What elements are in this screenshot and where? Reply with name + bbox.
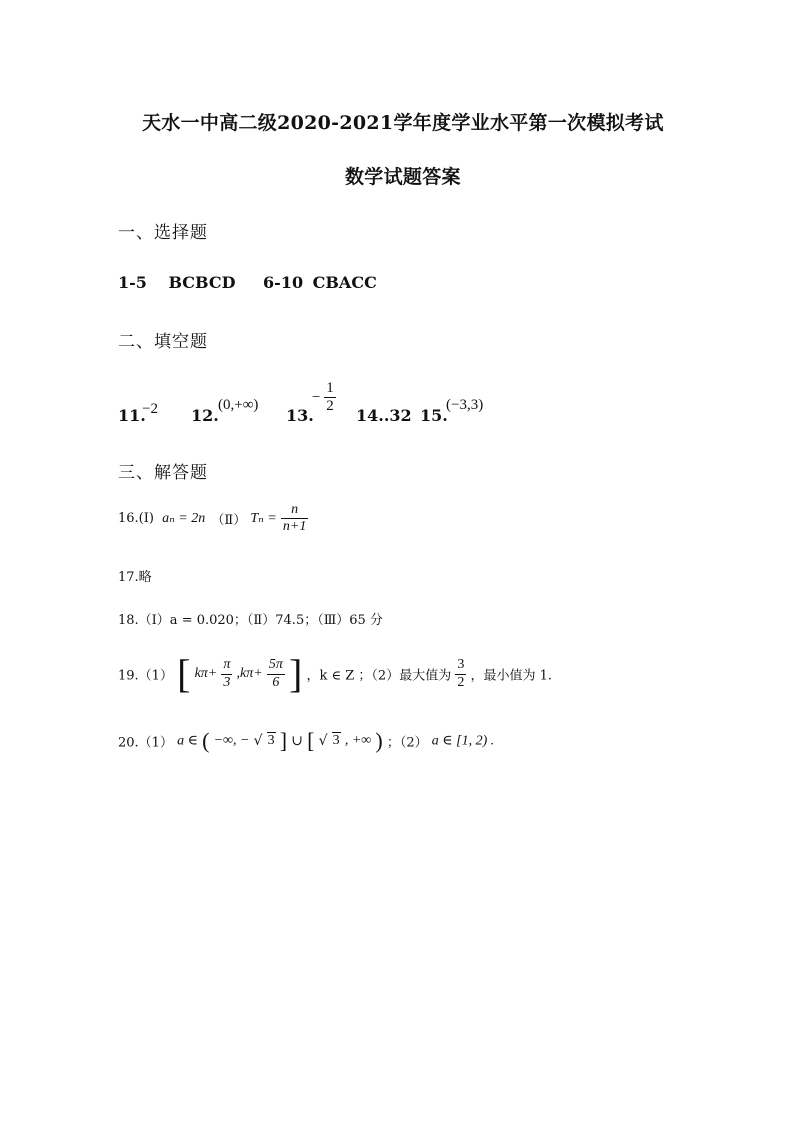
q16-label: 16.(Ⅰ) xyxy=(118,511,154,527)
q19-part-a: kπ+ xyxy=(194,666,218,681)
q19-part-b: ,kπ+ xyxy=(236,666,263,681)
q20-part-f: a ∈ [1, 2) . xyxy=(431,733,495,749)
q20-part-d: , +∞ xyxy=(344,733,372,748)
q20-label: 20.（1） xyxy=(118,735,173,751)
page-title: 天水一中高二级2020-2021学年度学业水平第一次模拟考试 xyxy=(142,112,664,134)
section-heading-fill-in: 二、填空题 xyxy=(118,332,208,352)
q19-fraction-2 xyxy=(267,657,285,690)
right-bracket-1: ] xyxy=(279,728,288,753)
q15-answer: (−3,3) xyxy=(446,397,484,413)
multiple-choice-answers xyxy=(118,273,377,292)
q19-part-c: ，k ∈ Z ；（2）最大值为 xyxy=(306,668,452,684)
q16-part1: aₙ = 2n xyxy=(162,511,206,527)
q16-numerator: n xyxy=(281,502,308,519)
section-heading-solutions: 三、解答题 xyxy=(118,463,208,483)
answers-1-5: BCBCD xyxy=(168,273,236,292)
q20-answer xyxy=(118,728,494,754)
q19-part-d: ，最小值为 1. xyxy=(470,668,553,684)
q20-sqrt-1: 3 xyxy=(267,733,275,748)
left-bracket-2: [ xyxy=(307,728,315,753)
q16-part2-label: （Ⅱ） xyxy=(211,513,247,529)
sqrt-sign-1: √ xyxy=(253,733,263,749)
q19-denominator-1: 3 xyxy=(223,674,231,690)
answers-6-10: CBACC xyxy=(312,273,377,292)
left-paren: ( xyxy=(202,728,210,753)
q19-numerator-1: π xyxy=(221,657,232,674)
q11-label: 11. xyxy=(118,406,146,425)
q16-fraction xyxy=(281,502,308,535)
q11-answer: −2 xyxy=(142,401,158,417)
q13-sign: − xyxy=(312,389,321,406)
answers-1-5-label: 1-5 xyxy=(118,273,147,292)
right-paren: ) xyxy=(375,728,383,753)
q14-answer: 14..32 xyxy=(356,406,412,425)
q12-label: 12. xyxy=(191,406,219,425)
q13-fraction xyxy=(324,380,336,416)
q17-answer: 17.略 xyxy=(118,570,152,585)
page-subtitle: 数学试题答案 xyxy=(345,166,461,188)
left-bracket: [ xyxy=(177,651,191,696)
q20-part-e: ；（2） xyxy=(386,735,428,751)
sqrt-sign-2: √ xyxy=(318,733,328,749)
q13-numerator: 1 xyxy=(324,380,336,398)
answers-6-10-label: 6-10 xyxy=(263,273,304,292)
q16-part2-lhs: Tₙ = xyxy=(250,511,277,527)
q13-label: 13. xyxy=(286,406,314,425)
q19-label: 19.（1） xyxy=(118,668,173,684)
q20-sqrt-2: 3 xyxy=(332,733,340,748)
q13-answer xyxy=(312,380,336,416)
q19-numerator-3: 3 xyxy=(455,657,466,674)
fill-in-answers xyxy=(118,380,538,430)
q20-part-b: −∞, − xyxy=(213,733,250,748)
q19-fraction-1 xyxy=(221,657,232,690)
q13-denominator: 2 xyxy=(326,398,334,415)
q20-union: ∪ xyxy=(291,733,303,749)
q20-part-a: a ∈ xyxy=(177,733,198,749)
section-heading-multiple-choice: 一、选择题 xyxy=(118,223,208,243)
q19-fraction-3 xyxy=(455,657,466,690)
right-bracket: ] xyxy=(289,651,303,696)
q12-answer: (0,+∞) xyxy=(218,397,259,413)
q19-denominator-3: 2 xyxy=(457,674,465,690)
q19-numerator-2: 5π xyxy=(267,657,285,674)
q16-answer xyxy=(118,502,308,535)
q16-denominator: n+1 xyxy=(282,519,307,535)
q19-denominator-2: 6 xyxy=(272,674,280,690)
q18-answer: 18.（Ⅰ）a = 0.020；（Ⅱ）74.5；（Ⅲ）65 分 xyxy=(118,613,383,628)
q19-answer xyxy=(118,651,553,696)
q15-label: 15. xyxy=(420,406,448,425)
